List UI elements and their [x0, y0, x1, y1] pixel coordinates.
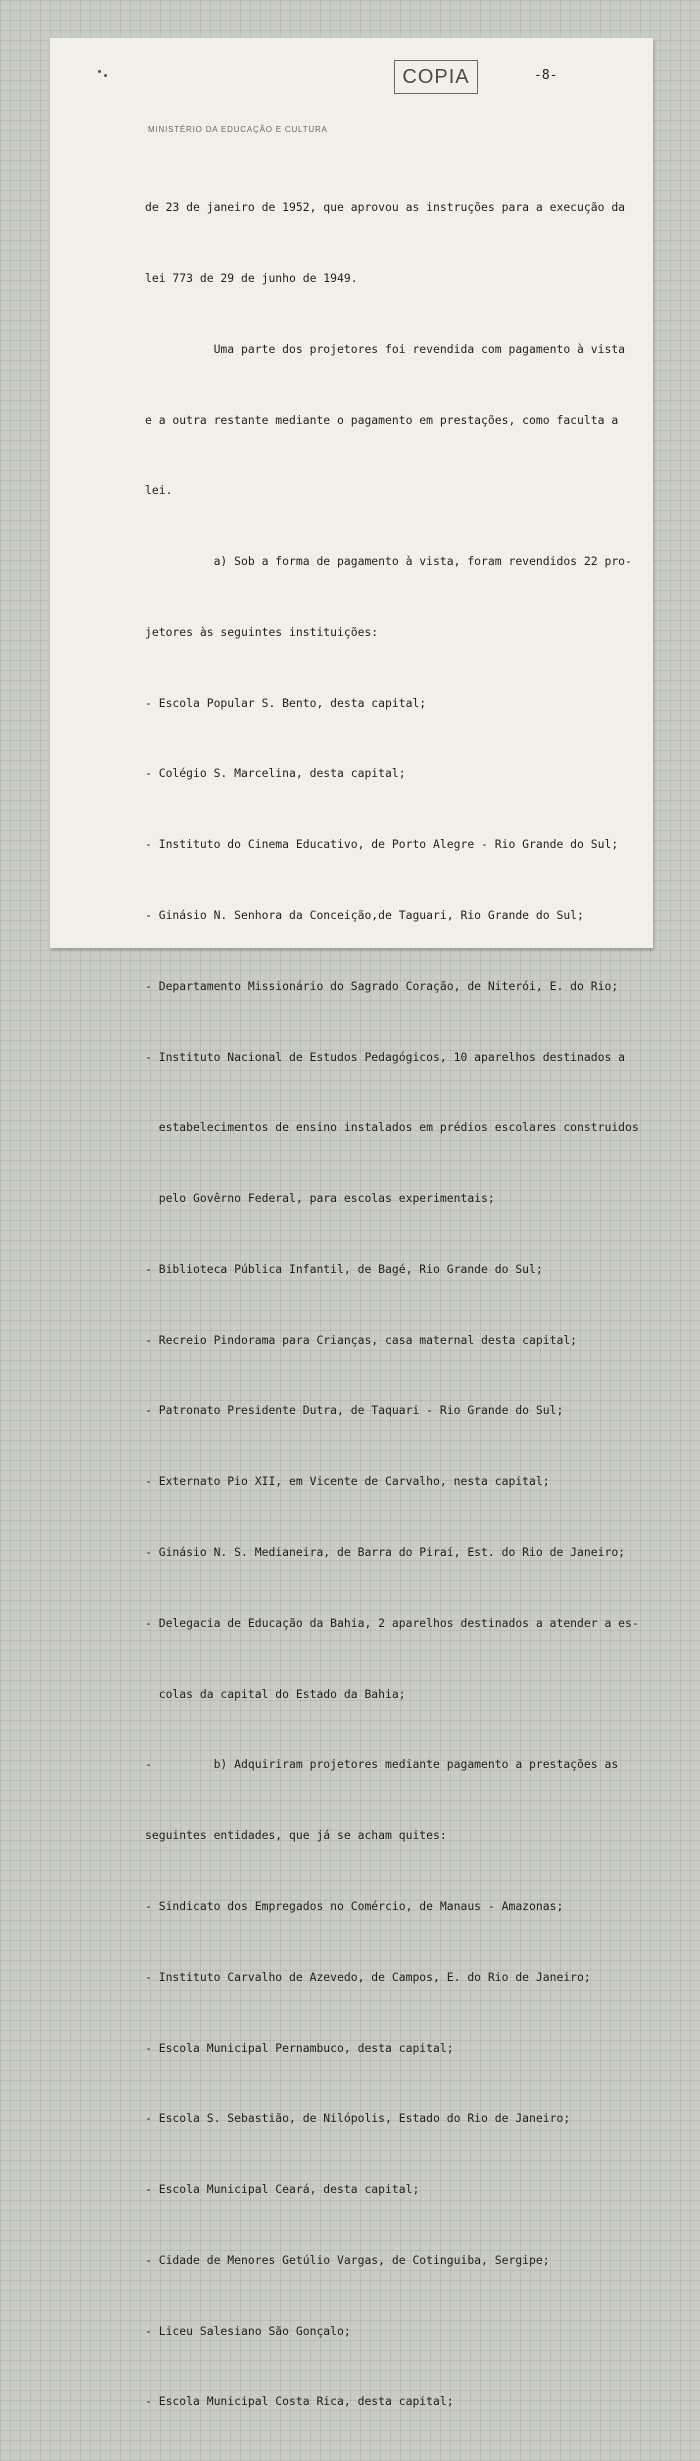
list-item: - Sindicato dos Empregados no Comércio, de Manaus - Amazonas; [145, 1898, 564, 1913]
list-item: - Biblioteca Pública Infantil, de Bagé, Rio Grande do Sul; [145, 1261, 543, 1276]
list-item: - Escola Municipal Pernambuco, desta capital; [145, 2040, 454, 2055]
list-item: - Recreio Pindorama para Crianças, casa maternal desta capital; [145, 1332, 578, 1347]
text-line: a) Sob a forma de pagamento à vista, foram revendidos 22 pro- [145, 554, 632, 569]
copia-stamp: COPIA [394, 60, 478, 94]
list-item: - Instituto Nacional de Estudos Pedagógicos, 10 aparelhos destinados a [145, 1049, 626, 1064]
letterhead: MINISTÉRIO DA EDUCAÇÃO E CULTURA [148, 125, 328, 134]
list-item: - Escola Municipal Costa Rica, desta capital; [145, 2394, 454, 2409]
list-item: estabelecimentos de ensino instalados em prédios escolares construidos [145, 1120, 639, 1135]
paper-speck [104, 74, 107, 77]
text-line: lei 773 de 29 de junho de 1949. [145, 270, 358, 285]
list-item: - Patronato Presidente Dutra, de Taquari - Rio Grande do Sul; [145, 1403, 564, 1418]
list-item: - Liceu Salesiano São Gonçalo; [145, 2323, 351, 2338]
text-line: de 23 de janeiro de 1952, que aprovou as instruções para a execução da [145, 200, 626, 215]
list-item: pelo Govêrno Federal, para escolas experimentais; [145, 1191, 495, 1206]
list-item: - Ginásio N. S. Medianeira, de Barra do Piraí, Est. do Rio de Janeiro; [145, 1545, 626, 1560]
document-page [50, 38, 653, 2409]
list-item: colas da capital do Estado da Bahia; [145, 1686, 406, 1701]
list-item: - Colégio S. Marcelina, desta capital; [145, 766, 406, 781]
list-item: - Escola Popular S. Bento, desta capital; [145, 695, 427, 710]
list-item: - Instituto do Cinema Educativo, de Porto Alegre - Rio Grande do Sul; [145, 837, 619, 852]
text-line: lei. [145, 483, 173, 498]
text-line: e a outra restante mediante o pagamento em prestações, como faculta a [145, 412, 619, 427]
list-item: - Ginásio N. Senhora da Conceição,de Taguari, Rio Grande do Sul; [145, 908, 584, 922]
text-line: - b) Adquiriram projetores mediante pagamento a prestações as [145, 1757, 619, 1772]
paper-speck [98, 70, 101, 73]
text-line: Uma parte dos projetores foi revendida com pagamento à vista [145, 341, 626, 356]
text-line: jetores às seguintes instituições: [145, 624, 379, 639]
list-item: - Cidade de Menores Getúlio Vargas, de Cotinguiba, Sergipe; [145, 2252, 550, 2267]
list-item: - Escola Municipal Ceará, desta capital; [145, 2182, 420, 2197]
document-body [145, 149, 645, 2461]
list-item: - Departamento Missionário do Sagrado Coração, de Niterói, E. do Rio; [145, 978, 619, 993]
list-item: - Escola S. Sebastião, de Nilópolis, Estado do Rio de Janeiro; [145, 2111, 571, 2126]
list-item: - Delegacia de Educação da Bahia, 2 aparelhos destinados a atender a es- [145, 1615, 639, 1630]
text-line: seguintes entidades, que já se acham quites: [145, 1828, 447, 1843]
list-item: - Externato Pio XII, em Vicente de Carvalho, nesta capital; [145, 1474, 550, 1489]
list-item: - Instituto Carvalho de Azevedo, de Campos, E. do Rio de Janeiro; [145, 1969, 591, 1984]
page-number: -8- [534, 68, 558, 83]
